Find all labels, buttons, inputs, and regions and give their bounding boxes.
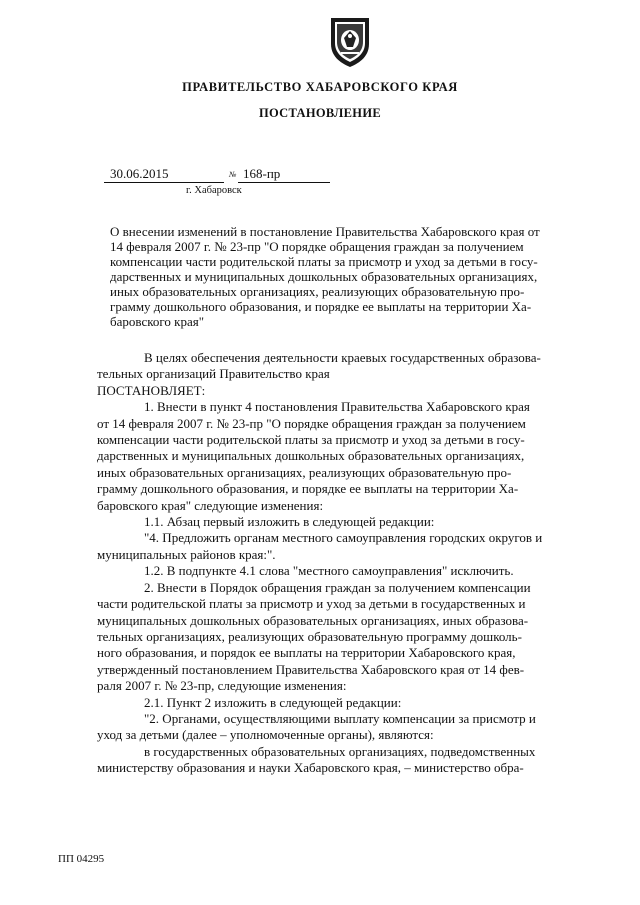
body-line: тельных организаций Правительство края [97, 366, 330, 382]
body-line: дарственных и муниципальных дошкольных образовательных организациях, [97, 448, 525, 464]
coat-of-arms-emblem [327, 14, 373, 68]
body-line: в государственных образовательных организациях, подведомственных [144, 743, 536, 759]
body-line: 1.2. В подпункте 4.1 слова "местного самоуправления" исключить. [144, 563, 514, 579]
body-line: утвержденный постановлением Правительства Хабаровского края от 14 фев- [97, 661, 525, 677]
organization-title: ПРАВИТЕЛЬСТВО ХАБАРОВСКОГО КРАЯ [182, 80, 458, 94]
date-underline [104, 182, 224, 183]
body-line: уход за детьми (далее – уполномоченные органы), являются: [97, 727, 434, 743]
document-subject [110, 224, 607, 329]
subject-line: компенсации части родительской платы за присмотр и уход за детьми в госу- [110, 254, 538, 269]
number-underline [238, 182, 330, 183]
body-line: министерству образования и науки Хабаровского края, – министерство обра- [97, 760, 524, 776]
body-line: муниципальных дошкольных образовательных организациях, иных образова- [97, 612, 529, 628]
body-line: иных образовательных организациях, реализующих образовательную про- [97, 464, 512, 480]
body-line: 1.1. Абзац первый изложить в следующей редакции: [144, 514, 435, 530]
body-line: раля 2007 г. № 23-пр, следующие изменения: [97, 678, 347, 694]
subject-line: баровского края" [110, 314, 205, 329]
footer-code: ПП 04295 [58, 853, 105, 865]
number-sign: № [229, 170, 237, 179]
body-line: части родительской платы за присмотр и уход за детьми в государственных и [97, 596, 526, 612]
document-type-title: ПОСТАНОВЛЕНИЕ [258, 106, 381, 120]
subject-line: дарственных и муниципальных дошкольных образовательных организациях, [110, 269, 538, 284]
body-line: тельных организациях, реализующих образовательную программу дошколь- [97, 628, 522, 644]
body-line: 2.1. Пункт 2 изложить в следующей редакции: [144, 694, 402, 710]
subject-line: 14 февраля 2007 г. № 23-пр "О порядке обращения граждан за получением [110, 239, 524, 254]
document-date: 30.06.2015 [110, 166, 169, 181]
subject-line: О внесении изменений в постановление Правительства Хабаровского края от [110, 224, 540, 239]
body-line: "4. Предложить органам местного самоуправления городских округов и [144, 530, 543, 546]
body-line: от 14 февраля 2007 г. № 23-пр "О порядке обращения граждан за получением [97, 415, 526, 431]
body-line: грамму дошкольного образования, и порядке ее выплаты на территории Ха- [97, 481, 519, 497]
subject-line: иных образовательных организациях, реализующих образовательную про- [110, 284, 525, 299]
document-number: 168-пр [243, 166, 281, 181]
body-line: ПОСТАНОВЛЯЕТ: [97, 382, 206, 398]
body-line: баровского края" следующие изменения: [97, 497, 324, 513]
document-body [97, 350, 612, 777]
subject-line: грамму дошкольного образования, и порядке ее выплаты на территории Ха- [110, 299, 532, 314]
body-line: 2. Внести в Порядок обращения граждан за получением компенсации [144, 579, 531, 595]
body-line: 1. Внести в пункт 4 постановления Правительства Хабаровского края [144, 399, 530, 415]
body-line: компенсации части родительской платы за присмотр и уход за детьми в госу- [97, 432, 525, 448]
body-line: ного образования, и порядок ее выплаты на территории Хабаровского края, [97, 645, 516, 661]
body-line: В целях обеспечения деятельности краевых государственных образова- [144, 350, 541, 365]
body-line: муниципальных районов края:". [97, 546, 276, 562]
body-line: "2. Органами, осуществляющими выплату компенсации за присмотр и [144, 710, 536, 726]
document-city: г. Хабаровск [186, 185, 242, 196]
